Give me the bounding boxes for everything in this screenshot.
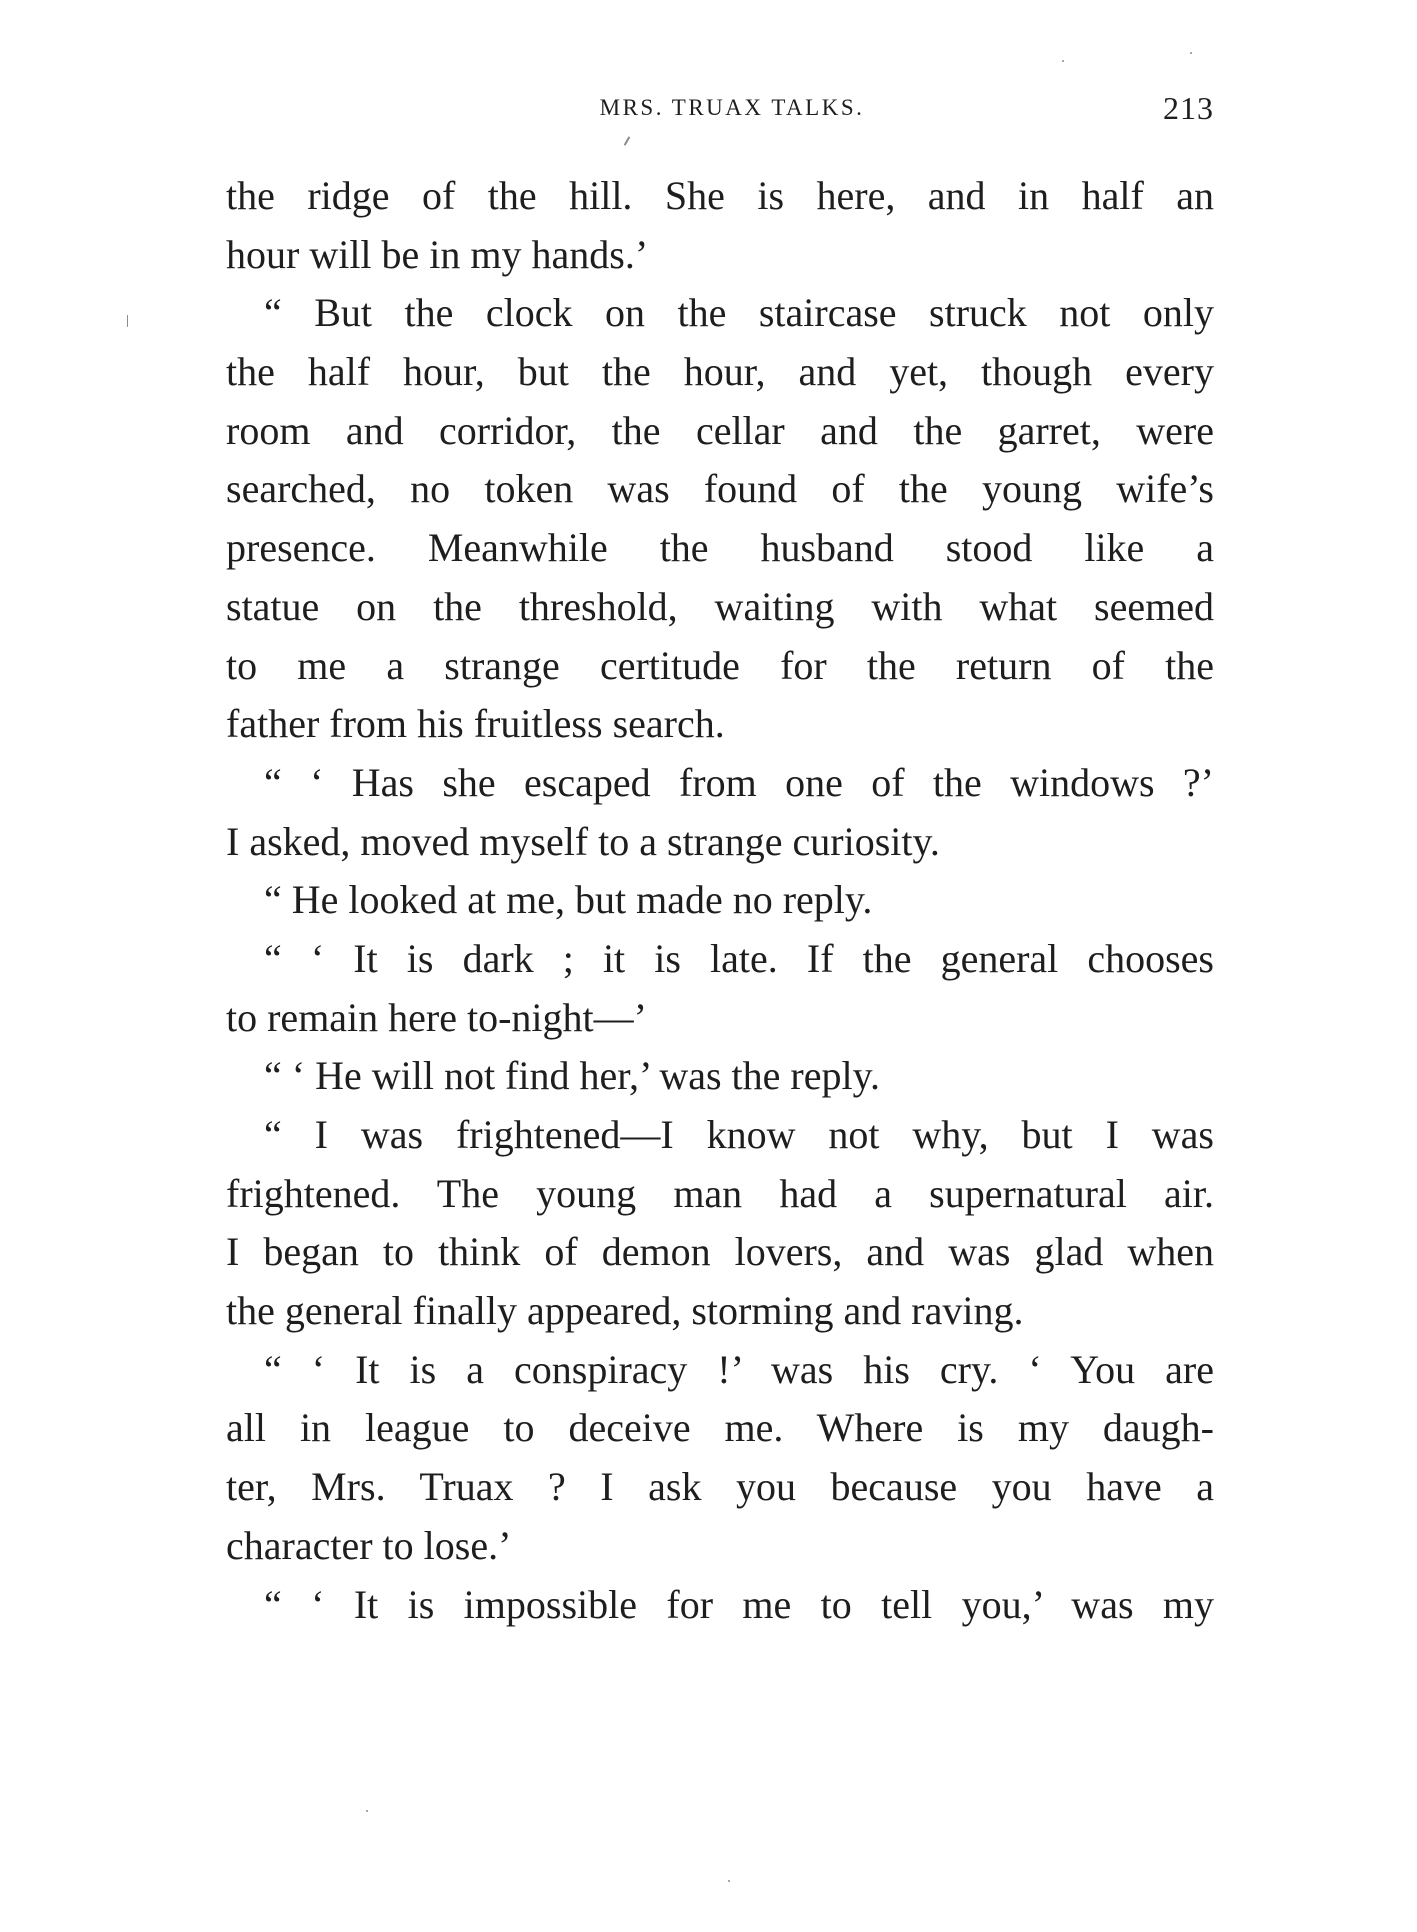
text-line: “ He looked at me, but made no reply. <box>264 877 873 923</box>
text-line: “ ‘ He will not find her,’ was the reply. <box>264 1053 880 1099</box>
text-line: all in league to deceive me. Where is my daugh- <box>226 1405 1214 1451</box>
body-text <box>226 167 1214 1634</box>
text-line: the ridge of the hill. She is here, and in half an <box>226 173 1214 218</box>
text-line: I began to think of demon lovers, and was glad when <box>226 1229 1214 1275</box>
text-line: “ ‘ It is dark ; it is late. If the general chooses <box>264 935 1214 981</box>
text-line: searched, no token was found of the young wife’s <box>226 466 1214 512</box>
text-line: “ ‘ Has she escaped from one of the windows ?’ <box>264 759 1214 805</box>
scan-speck <box>728 1880 730 1882</box>
text-line: the general finally appeared, storming and raving. <box>226 1288 1024 1334</box>
running-head <box>226 88 1226 128</box>
text-line: to remain here to-night—’ <box>226 994 647 1040</box>
scan-speck <box>1190 52 1192 54</box>
text-line: presence. Meanwhile the husband stood like a <box>226 525 1214 571</box>
scan-speck <box>366 1810 368 1812</box>
text-line: statue on the threshold, waiting with what seemed <box>226 583 1214 629</box>
scan-speck <box>624 136 631 146</box>
text-line: “ ‘ It is impossible for me to tell you,’ was my <box>264 1581 1214 1627</box>
text-line: frightened. The young man had a supernatural air. <box>226 1170 1214 1216</box>
text-line: “ ‘ It is a conspiracy !’ was his cry. ‘ You are <box>264 1346 1214 1392</box>
text-line: character to lose.’ <box>226 1522 512 1568</box>
text-line: the half hour, but the hour, and yet, though every <box>226 349 1214 395</box>
text-line: “ But the clock on the staircase struck not only <box>264 290 1214 336</box>
scan-speck <box>127 315 128 327</box>
text-line: room and corridor, the cellar and the garret, were <box>226 407 1214 453</box>
page-number: 213 <box>1163 90 1214 126</box>
text-line: “ I was frightened—I know not why, but I was <box>264 1112 1214 1157</box>
text-line: father from his fruitless search. <box>226 701 725 747</box>
text-line: hour will be in my hands.’ <box>226 231 649 277</box>
text-line: to me a strange certitude for the return of the <box>226 642 1214 688</box>
running-title: MRS. TRUAX TALKS. <box>599 95 865 120</box>
text-line: ter, Mrs. Truax ? I ask you because you have a <box>226 1464 1214 1510</box>
scan-speck <box>1062 60 1064 62</box>
text-line: I asked, moved myself to a strange curiosity. <box>226 818 940 864</box>
